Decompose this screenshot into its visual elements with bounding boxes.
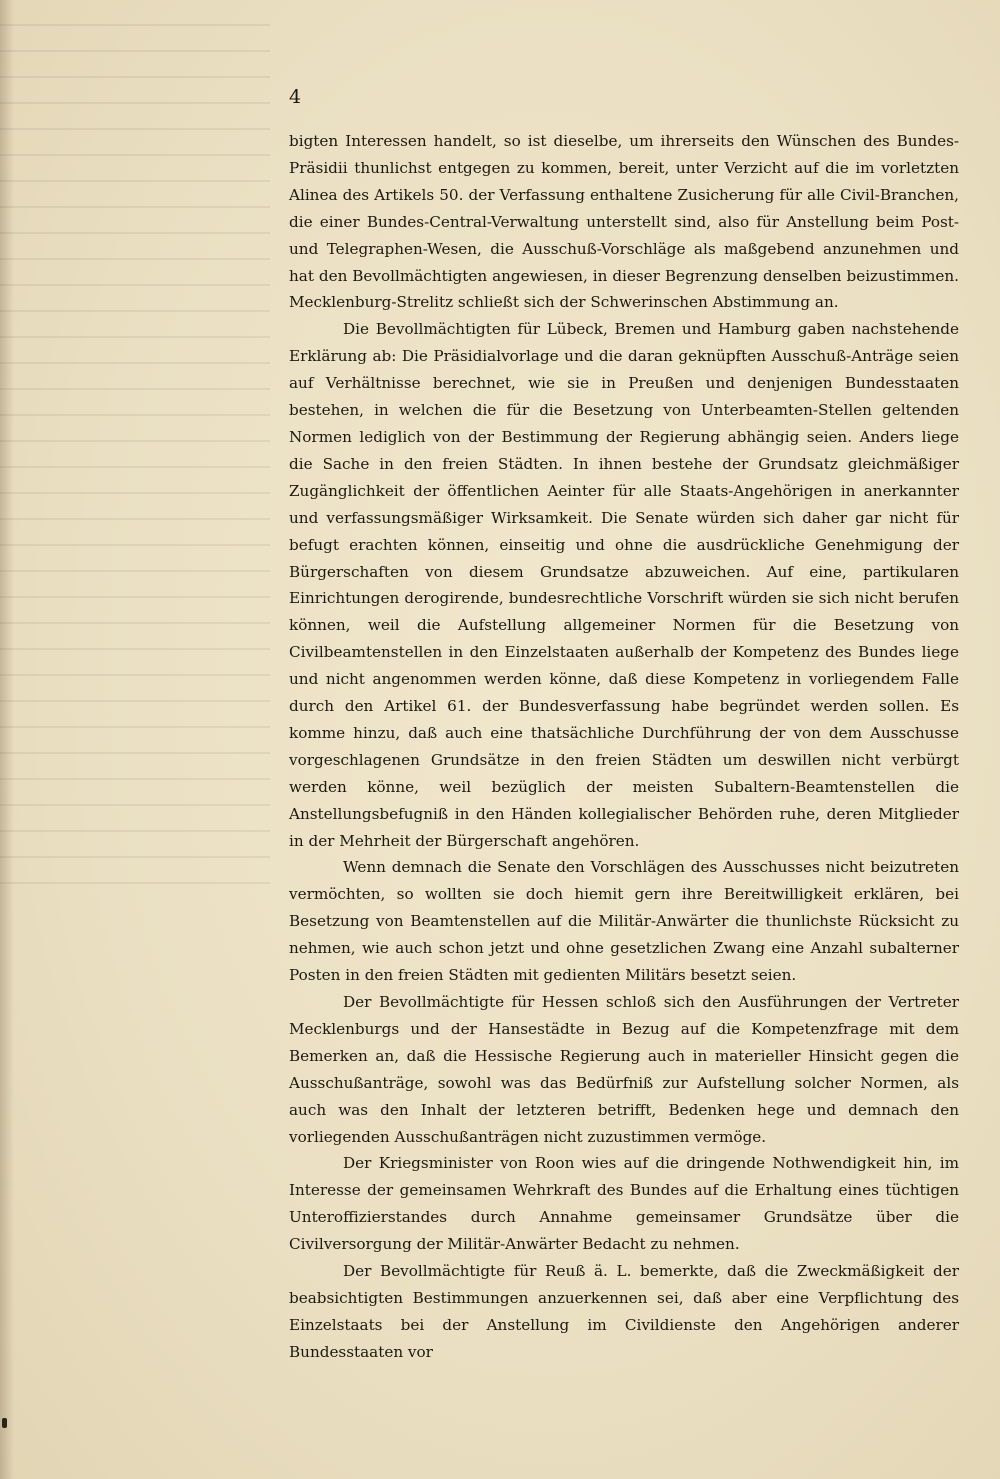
margin-ink-mark xyxy=(2,1418,7,1428)
binding-shadow xyxy=(0,0,14,1479)
page-number: 4 xyxy=(289,86,302,108)
paragraph-3: Wenn demnach die Senate den Vorschlägen des Ausschusses nicht beizutreten vermöchten, so wollten sie doch hiemit gern ihre Bereitwilligkeit erklären, bei Besetzung von Beamtenstellen auf die Militär-Anwärter die thunlichste Rücksicht zu nehmen, wie auch schon jetzt und ohne gesetzlichen Zwang eine Anzahl subalterner Posten in den freien Städten mit gedienten Militärs besetzt seien. xyxy=(289,858,959,985)
paragraph-1: bigten Interessen handelt, so ist dieselbe, um ihrerseits den Wünschen des Bundes-Präsidii thunlichst entgegen zu kommen, bereit, unter Verzicht auf die im vorletzten Alinea des Artikels 50. der Verfassung enthaltene Zusicherung für alle Civil-Branchen, die einer Bundes-Central-Verwaltung unterstellt sind, also für Anstellung beim Post- und Telegraphen-Wesen, die Ausschuß-Vorschläge als maßgebend anzunehmen und hat den Bevollmächtigten angewiesen, in dieser Begrenzung denselben beizustimmen. Mecklenburg-Strelitz schließt sich der Schwerinschen Abstimmung an. xyxy=(289,132,959,312)
body-text xyxy=(289,128,959,1366)
paragraph-2: Die Bevollmächtigten für Lübeck, Bremen und Hamburg gaben nachstehende Erklärung ab: Die Präsidialvorlage und die daran geknüpften Ausschuß-Anträge seien auf Verhältnisse berechnet, wie sie in Preußen und denjenigen Bundesstaaten bestehen, in welchen die für die Besetzung von Unterbeamten-Stellen geltenden Normen lediglich von der Bestimmung der Regierung abhängig seien. Anders liege die Sache in den freien Städten. In ihnen bestehe der Grundsatz gleichmäßiger Zugänglichkeit der öffentlichen Aeinter für alle Staats-Angehörigen in anerkannter und verfassungsmäßiger Wirksamkeit. Die Senate würden sich daher gar nicht für befugt erachten können, einseitig und ohne die ausdrückliche Genehmigung der Bürgerschaften von diesem Grundsatze abzuweichen. Auf eine, partikularen Einrichtungen derogirende, bundesrechtliche Vorschrift würden sie sich nicht berufen können, weil die Aufstellung allgemeiner Normen für die Besetzung von Civilbeamtenstellen in den Einzelstaaten außerhalb der Kompetenz des Bundes liege und nicht angenommen werden könne, daß diese Kompetenz in vorliegendem Falle durch den Artikel 61. der Bundesverfassung habe begründet werden sollen. Es komme hinzu, daß auch eine thatsächliche Durchführung der von dem Ausschusse vorgeschlagenen Grundsätze in den freien Städten um deswillen nicht verbürgt werden könne, weil bezüglich der meisten Subaltern-Beamtenstellen die Anstellungsbefugniß in den Händen kollegialischer Behörden ruhe, deren Mitglieder in der Mehrheit der Bürgerschaft angehören. xyxy=(289,320,959,850)
paragraph-6: Der Bevollmächtigte für Reuß ä. L. bemerkte, daß die Zweckmäßigkeit der beabsichtigten Bestimmungen anzuerkennen sei, daß aber eine Verpflichtung des Einzelstaats bei der Anstellung im Civildienste den Angehörigen anderer Bundesstaaten vor xyxy=(289,1262,959,1361)
show-through-text xyxy=(0,0,270,900)
paragraph-4: Der Bevollmächtigte für Hessen schloß sich den Ausführungen der Vertreter Mecklenburgs und der Hansestädte in Bezug auf die Kompetenzfrage mit dem Bemerken an, daß die Hessische Regierung auch in materieller Hinsicht gegen die Ausschußanträge, sowohl was das Bedürfniß zur Aufstellung solcher Normen, als auch was den Inhalt der letzteren betrifft, Bedenken hege und demnach den vorliegenden Ausschußanträgen nicht zuzustimmen vermöge. xyxy=(289,993,959,1146)
paragraph-5: Der Kriegsminister von Roon wies auf die dringende Nothwendigkeit hin, im Interesse der gemeinsamen Wehrkraft des Bundes auf die Erhaltung eines tüchtigen Unteroffizierstandes durch Annahme gemeinsamer Grundsätze über die Civilversorgung der Militär-Anwärter Bedacht zu nehmen. xyxy=(289,1154,959,1254)
